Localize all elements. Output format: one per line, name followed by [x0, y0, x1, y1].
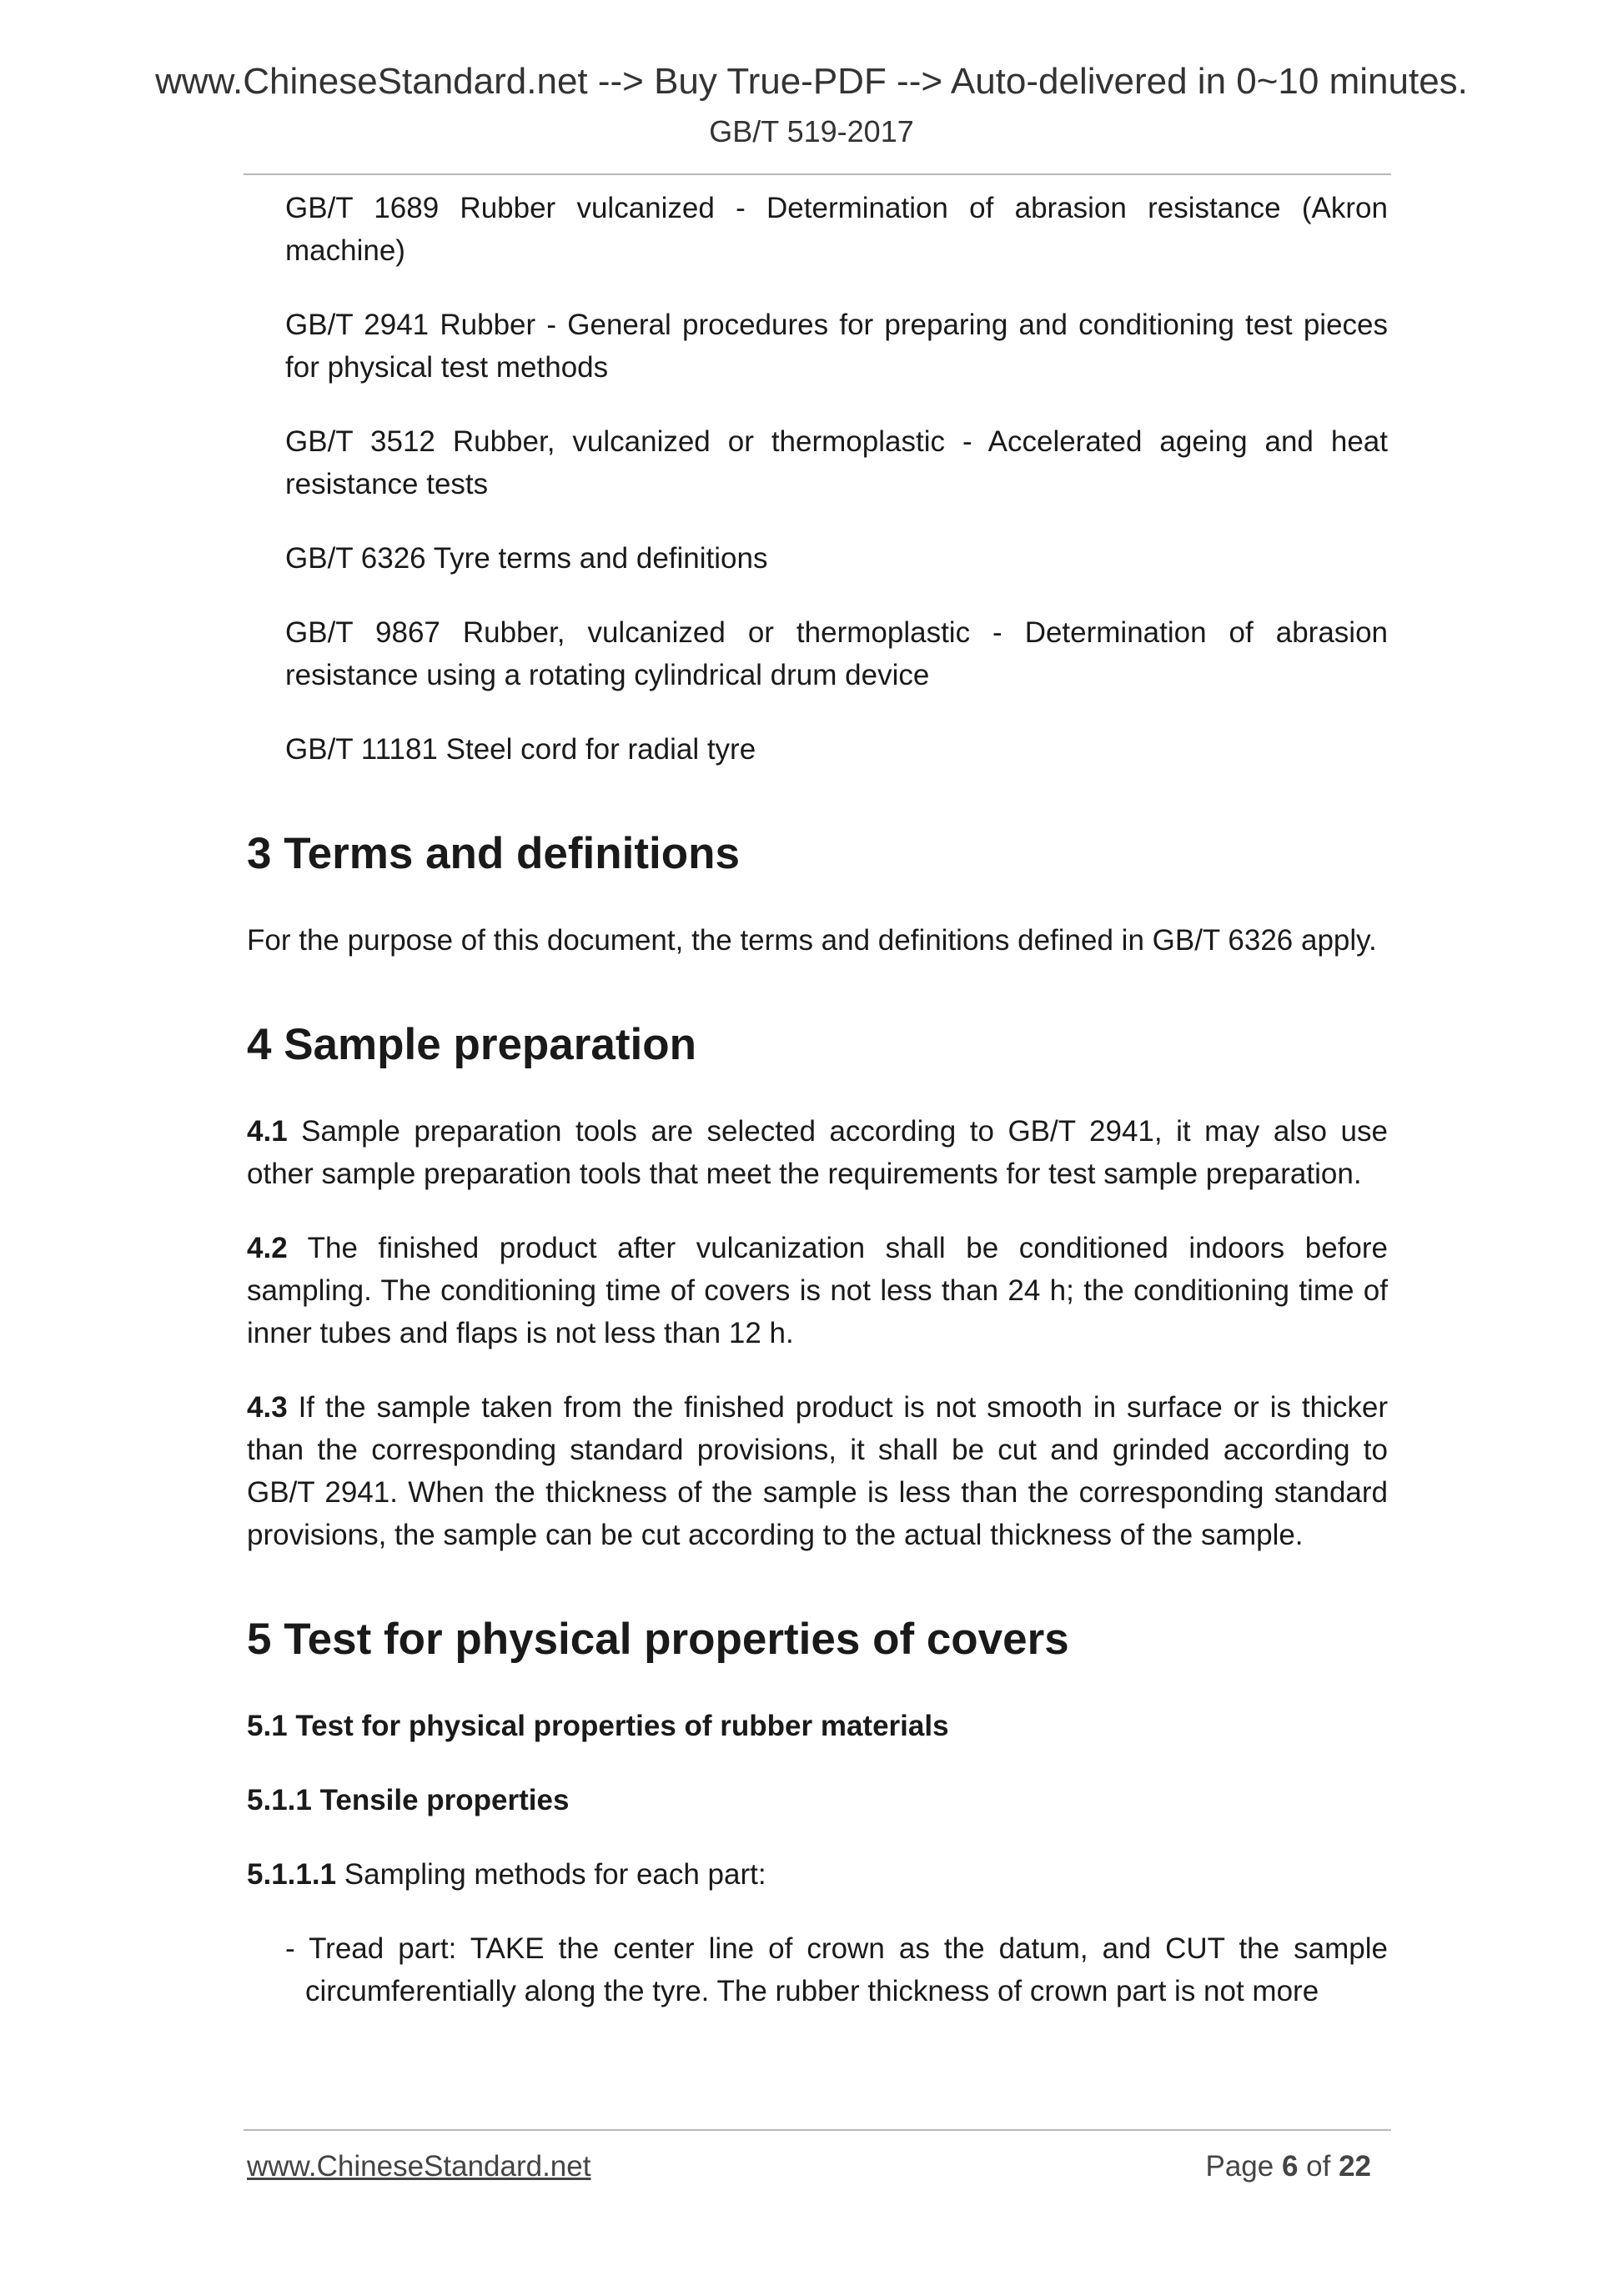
clause-text: The finished product after vulcanization shall be conditioned indoors before sampling. The conditioning time of covers is not less than 24 h; the conditioning time of inner tubes and flaps is not less than 12 h.	[247, 1232, 1388, 1349]
page-mid: of	[1298, 2150, 1339, 2183]
section-5-heading: 5 Test for physical properties of covers	[247, 1615, 1069, 1664]
clause-number: 4.3	[247, 1391, 288, 1424]
page-current: 6	[1281, 2150, 1299, 2183]
subsection-5-1-heading: 5.1 Test for physical properties of rubber materials	[247, 1710, 949, 1742]
reference-item: GB/T 6326 Tyre terms and definitions	[285, 542, 768, 575]
reference-item: GB/T 1689 Rubber vulcanized - Determination of abrasion resistance (Akron machine)	[285, 192, 1388, 267]
clause-number: 4.2	[247, 1232, 288, 1264]
page-header	[0, 60, 1623, 149]
page-total: 22	[1339, 2150, 1371, 2183]
reference-item: GB/T 9867 Rubber, vulcanized or thermoplastic - Determination of abrasion resistance using a rotating cylindrical drum device	[285, 616, 1388, 691]
reference-item: GB/T 11181 Steel cord for radial tyre	[285, 733, 756, 766]
header-doc-id: GB/T 519-2017	[709, 113, 914, 148]
reference-item: GB/T 3512 Rubber, vulcanized or thermoplastic - Accelerated ageing and heat resistance tests	[285, 425, 1388, 500]
header-divider	[244, 173, 1391, 175]
clause-4-2	[247, 1227, 1388, 1354]
section-4-heading: 4 Sample preparation	[247, 1020, 697, 1069]
clause-4-3	[247, 1386, 1388, 1556]
document-body	[247, 187, 1388, 2012]
clause-text: If the sample taken from the finished product is not smooth in surface or is thicker than the corresponding standard provisions, it shall be cut and grinded according to GB/T 2941. When the thickness of the sample is less than the corresponding standard provisions, the sample can be cut according to the actual thickness of the sample.	[247, 1391, 1388, 1551]
section-3-text: For the purpose of this document, the terms and definitions defined in GB/T 6326 apply.	[247, 924, 1377, 957]
section-3-heading: 3 Terms and definitions	[247, 829, 740, 878]
clause-5-1-1-1	[247, 1853, 1388, 1896]
page-footer	[247, 2150, 1388, 2183]
footer-divider	[244, 2129, 1391, 2131]
clause-text: Sampling methods for each part:	[336, 1858, 766, 1891]
reference-item: GB/T 2941 Rubber - General procedures for preparing and conditioning test pieces for physical test methods	[285, 309, 1388, 384]
clause-4-1	[247, 1110, 1388, 1195]
page-indicator	[1205, 2150, 1371, 2183]
clause-text: Sample preparation tools are selected according to GB/T 2941, it may also use other sample preparation tools that meet the requirements for test sample preparation.	[247, 1115, 1388, 1190]
clause-number: 4.1	[247, 1115, 288, 1148]
page-prefix: Page	[1205, 2150, 1282, 2183]
header-banner: www.ChineseStandard.net --> Buy True-PDF --> Auto-delivered in 0~10 minutes.	[155, 61, 1468, 102]
tread-part-bullet: - Tread part: TAKE the center line of crown as the datum, and CUT the sample circumferentially along the tyre. The rubber thickness of crown part is not more	[285, 1932, 1388, 2007]
subsection-5-1-1-heading: 5.1.1 Tensile properties	[247, 1784, 570, 1816]
footer-site-link[interactable]: www.ChineseStandard.net	[247, 2150, 591, 2183]
clause-number: 5.1.1.1	[247, 1858, 337, 1891]
